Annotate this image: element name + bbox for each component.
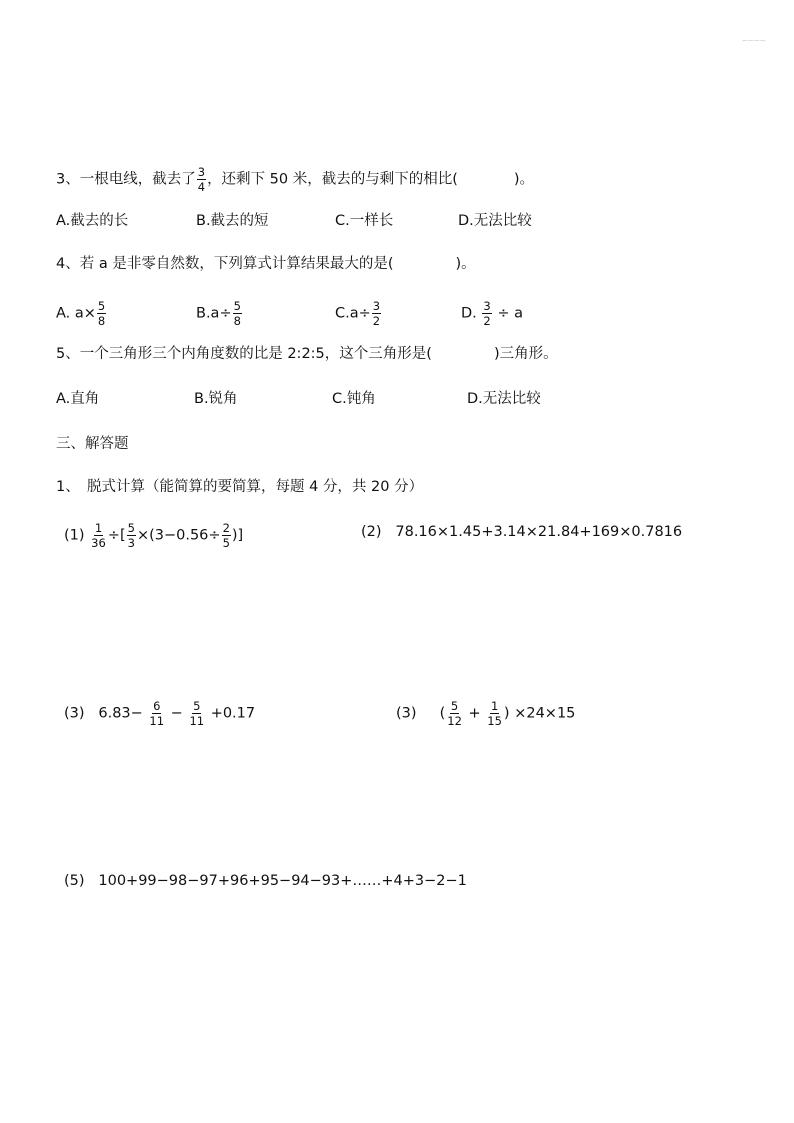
problem-3-label: (3) <box>64 705 85 722</box>
problem-1: (1) $\frac{1}{36}$ ÷[ $\frac{5}{3}$ ×(3−0.56÷ $\frac{2}{5}$ )] <box>64 521 244 550</box>
problem-4: (3) ( $\frac{5}{12}$ + $\frac{1}{15}$ ) ×24×15 <box>396 699 576 728</box>
problem-1-label: (1) <box>64 527 85 544</box>
q4-close: )。 <box>455 256 476 272</box>
q4-stem-text: 4、若 a 是非零自然数，下列算式计算结果最大的是( <box>56 256 394 272</box>
problem-5-expr: 100+99−98−97+96+95−94−93+……+4+3−2−1 <box>98 873 467 889</box>
q3-option-c: C.一样长 <box>335 213 394 229</box>
section-3-title: 三、解答题 <box>56 436 129 452</box>
q5-stem-text: 5、一个三角形三个内角度数的比是 2:2:5，这个三角形是( <box>56 346 432 362</box>
problem-2-expr: 78.16×1.45+3.14×21.84+169×0.7816 <box>395 524 683 540</box>
q3-option-b: B.截去的短 <box>196 213 269 229</box>
q3-suffix: ，还剩下 50 米，截去的与剩下的相比( <box>207 171 458 188</box>
q5-option-a: A.直角 <box>56 391 100 407</box>
q4-option-c: C.a÷ $\frac{3}{2}$ <box>335 299 381 328</box>
q5-option-c: C.钝角 <box>332 391 376 407</box>
q3-prefix: 3、一根电线，截去了 <box>56 171 196 188</box>
q3-option-d: D.无法比较 <box>458 213 532 229</box>
question-4-stem <box>56 254 476 274</box>
q4-option-a: A. a× $\frac{5}{8}$ <box>56 299 106 328</box>
question-5-stem <box>56 344 558 364</box>
q3-close: )。 <box>513 171 535 188</box>
problem-3: (3) 6.83− $\frac{6}{11}$ − $\frac{5}{11}$ +0.17 <box>64 699 256 728</box>
problem-5-label: (5) <box>64 873 85 889</box>
problem-4-label: (3) <box>396 705 417 722</box>
problem-5 <box>64 871 467 891</box>
q5-option-b: B.锐角 <box>194 391 238 407</box>
corner-mark: ～～～～ <box>742 38 767 45</box>
problem-2-label: (2) <box>361 524 382 540</box>
q5-option-d: D.无法比较 <box>467 391 541 407</box>
q3-option-a: A.截去的长 <box>56 213 129 229</box>
q4-option-d: D. $\frac{3}{2}$ ÷ a <box>461 299 523 328</box>
problem-2 <box>361 522 682 542</box>
calc-title: 1、 脱式计算（能简算的要简算，每题 4 分，共 20 分） <box>56 479 424 495</box>
q3-fraction: $\frac{3}{4}$ <box>197 165 206 194</box>
q5-close: )三角形。 <box>493 346 558 362</box>
q4-option-b: B.a÷ $\frac{5}{8}$ <box>196 299 241 328</box>
question-3-stem <box>56 166 534 193</box>
